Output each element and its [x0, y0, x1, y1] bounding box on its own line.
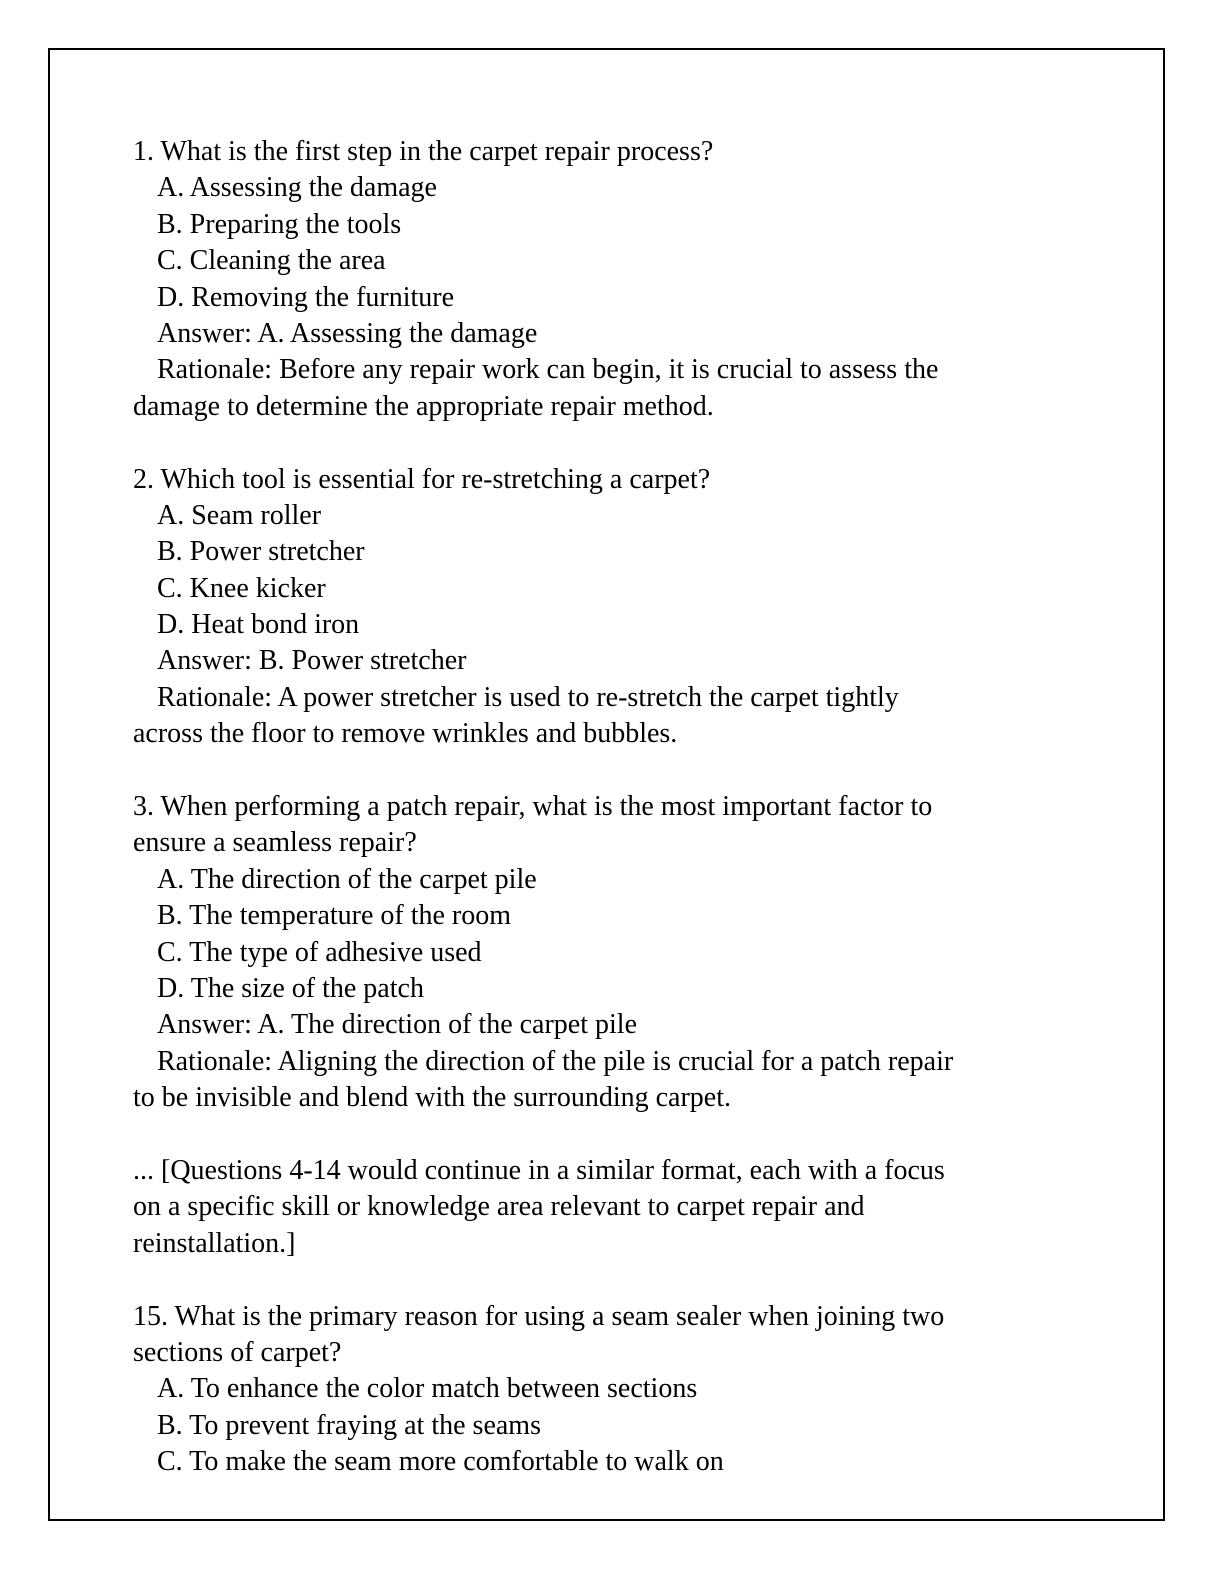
- rationale: Rationale: Before any repair work can begin, it is crucial to assess the: [157, 354, 939, 386]
- option-c: C. The type of adhesive used: [157, 936, 482, 968]
- note-line: ... [Questions 4-14 would continue in a similar format, each with a focus: [133, 1154, 945, 1186]
- option-b: B. Preparing the tools: [157, 208, 402, 240]
- option-b: B. Power stretcher: [157, 536, 365, 568]
- question-block-3: [133, 789, 1093, 1117]
- rationale: Rationale: A power stretcher is used to re-stretch the carpet tightly: [157, 681, 899, 713]
- option-a: A. To enhance the color match between sections: [157, 1373, 698, 1405]
- option-d: D. Removing the furniture: [157, 281, 455, 313]
- option-c: C. To make the seam more comfortable to walk on: [157, 1446, 724, 1478]
- option-c: C. Knee kicker: [157, 572, 326, 604]
- question-text: 1. What is the first step in the carpet repair process?: [133, 136, 714, 167]
- rationale: Rationale: Aligning the direction of the pile is crucial for a patch repair: [157, 1045, 954, 1077]
- option-b: B. To prevent fraying at the seams: [157, 1409, 541, 1441]
- option-a: A. The direction of the carpet pile: [157, 863, 537, 895]
- answer: Answer: A. Assessing the damage: [157, 317, 538, 349]
- document-body: [133, 134, 1093, 1480]
- option-a: A. Seam roller: [157, 499, 322, 531]
- question-text: 2. Which tool is essential for re-stretching a carpet?: [133, 463, 711, 495]
- rationale-cont: across the floor to remove wrinkles and bubbles.: [133, 718, 678, 750]
- question-text: 3. When performing a patch repair, what is the most important factor to: [133, 791, 933, 823]
- option-d: D. Heat bond iron: [157, 609, 360, 641]
- note-line: reinstallation.]: [133, 1227, 296, 1259]
- answer: Answer: B. Power stretcher: [157, 645, 467, 677]
- question-text-cont: sections of carpet?: [133, 1336, 342, 1368]
- question-block-15: [133, 1299, 1093, 1481]
- answer: Answer: A. The direction of the carpet pile: [157, 1009, 637, 1041]
- question-block-2: [133, 462, 1093, 753]
- option-d: D. The size of the patch: [157, 972, 424, 1004]
- option-a: A. Assessing the damage: [157, 172, 437, 204]
- question-text-cont: ensure a seamless repair?: [133, 827, 417, 859]
- rationale-cont: damage to determine the appropriate repair method.: [133, 390, 714, 422]
- continuation-note: [133, 1153, 1093, 1262]
- question-text: 15. What is the primary reason for using a seam sealer when joining two: [133, 1300, 945, 1332]
- question-block-1: [133, 134, 1093, 425]
- note-line: on a specific skill or knowledge area relevant to carpet repair and: [133, 1191, 865, 1223]
- rationale-cont: to be invisible and blend with the surrounding carpet.: [133, 1082, 731, 1114]
- option-c: C. Cleaning the area: [157, 245, 386, 277]
- option-b: B. The temperature of the room: [157, 900, 512, 932]
